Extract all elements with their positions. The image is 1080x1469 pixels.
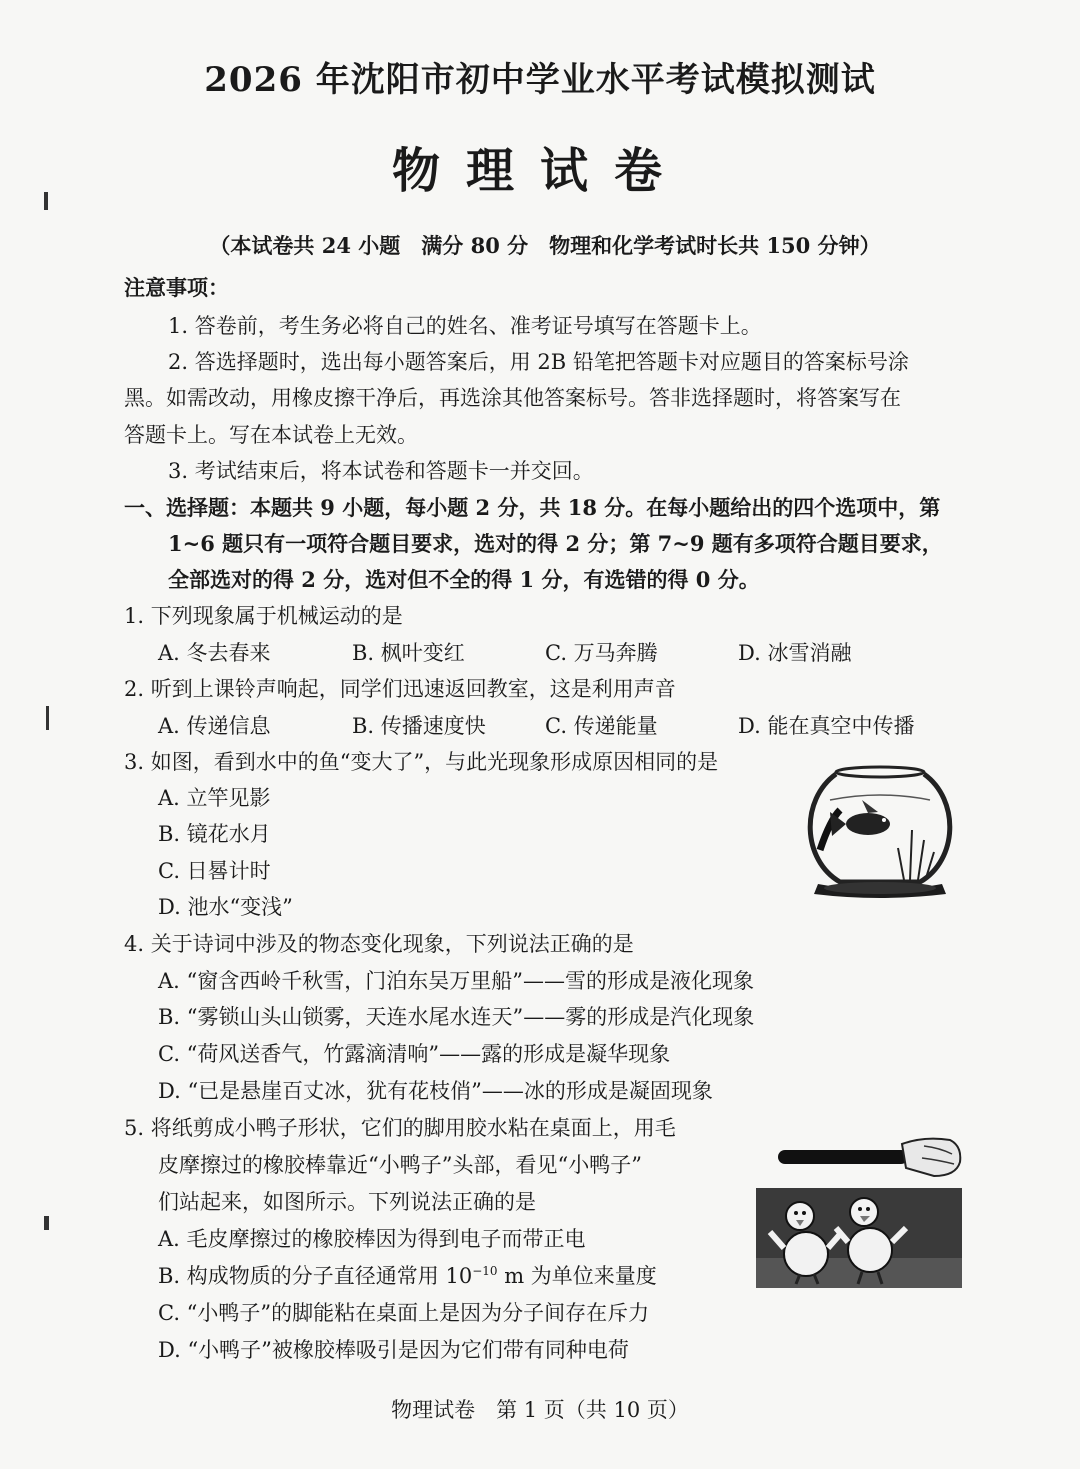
question-stem: 4. 关于诗词中涉及的物态变化现象，下列说法正确的是 [124,932,634,956]
question-option: A. 毛皮摩擦过的橡胶棒因为得到电子而带正电 [158,1227,586,1251]
exam-info: （本试卷共 24 小题 满分 80 分 物理和化学考试时长共 150 分钟） [209,233,881,258]
section-instructions: 1~6 题只有一项符合题目要求，选对的得 2 分；第 7~9 题有多项符合题目要求， [168,531,943,556]
question-option: A. “窗含西岭千秋雪，门泊东吴万里船”——雪的形成是液化现象 [158,969,754,993]
rubber-rod-figure [774,1132,966,1184]
binding-mark [44,1216,49,1230]
binding-mark [46,706,49,730]
notice-item: 答题卡上。写在本试卷上无效。 [124,423,418,447]
question-option: C. 万马奔腾 [545,641,658,665]
notice-heading: 注意事项： [124,275,229,300]
question-option: C. “小鸭子”的脚能粘在桌面上是因为分子间存在斥力 [158,1301,650,1325]
subject-title: 物理试卷 [391,143,688,199]
question-option: D. 能在真空中传播 [738,714,915,738]
notice-item: 3. 考试结束后，将本试卷和答题卡一并交回。 [168,459,594,483]
question-option: A. 立竿见影 [158,786,271,810]
option-text: B. 构成物质的分子直径通常用 10 [158,1264,473,1288]
notice-item: 1. 答卷前，考生务必将自己的姓名、准考证号填写在答题卡上。 [168,314,762,338]
question-stem: 3. 如图，看到水中的鱼“变大了”，与此光现象形成原因相同的是 [124,750,719,774]
notice-item: 黑。如需改动，用橡皮擦干净后，再选涂其他答案标号。答非选择题时，将答案写在 [124,386,901,410]
question-option: D. 池水“变浅” [158,895,293,919]
question-stem: 5. 将纸剪成小鸭子形状，它们的脚用胶水粘在桌面上，用毛 [124,1116,676,1140]
paper-ducks-figure [756,1188,962,1288]
page-footer: 物理试卷 第 1 页（共 10 页） [391,1398,689,1422]
question-option: B. 镜花水月 [158,822,271,846]
section-instructions: 全部选对的得 2 分，选对但不全的得 1 分，有选错的得 0 分。 [168,567,760,592]
question-option: C. 日晷计时 [158,859,271,883]
question-option: B. 传播速度快 [352,714,486,738]
question-option: D. 冰雪消融 [738,641,852,665]
exponent: −10 [472,1264,498,1278]
exam-title: 2026 年沈阳市初中学业水平考试模拟测试 [204,60,876,100]
question-option: D. “小鸭子”被橡胶棒吸引是因为它们带有同种电荷 [158,1338,629,1362]
notice-item: 2. 答选择题时，选出每小题答案后，用 2B 铅笔把答题卡对应题目的答案标号涂 [168,350,909,374]
question-option [158,1260,657,1290]
question-stem: 皮摩擦过的橡胶棒靠近“小鸭子”头部，看见“小鸭子” [158,1153,642,1177]
question-stem: 2. 听到上课铃声响起，同学们迅速返回教室，这是利用声音 [124,677,676,701]
question-option: A. 冬去春来 [158,641,271,665]
question-stem: 们站起来，如图所示。下列说法正确的是 [158,1190,536,1214]
option-text: m 为单位来量度 [497,1264,657,1288]
question-option: C. “荷风送香气，竹露滴清响”——露的形成是凝华现象 [158,1042,671,1066]
question-option: C. 传递能量 [545,714,658,738]
question-option: B. “雾锁山头山锁雾，天连水尾水连天”——雾的形成是汽化现象 [158,1005,755,1029]
fishbowl-figure [800,760,960,900]
question-option: B. 枫叶变红 [352,641,465,665]
question-option: D. “已是悬崖百丈冰，犹有花枝俏”——冰的形成是凝固现象 [158,1079,713,1103]
question-option: A. 传递信息 [158,714,271,738]
question-stem: 1. 下列现象属于机械运动的是 [124,604,403,628]
section-instructions: 一、选择题：本题共 9 小题，每小题 2 分，共 18 分。在每小题给出的四个选项中，第 [124,495,941,520]
